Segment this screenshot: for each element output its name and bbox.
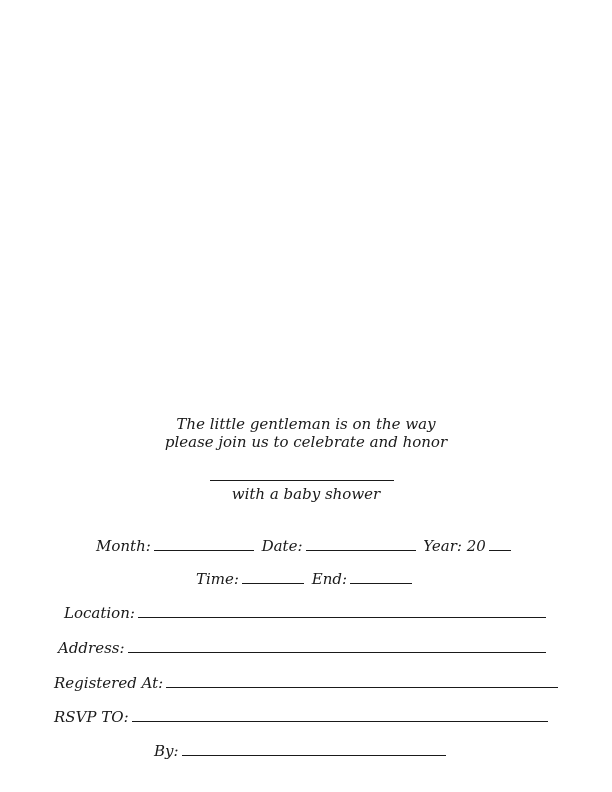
rsvp-label: RSVP TO: (54, 708, 129, 726)
address-label: Address: (58, 639, 125, 657)
date-blank[interactable] (306, 537, 416, 551)
invitation-line-3: with a baby shower (231, 485, 381, 503)
location-blank[interactable] (138, 604, 546, 618)
date-row (96, 537, 514, 555)
date-label: Date: (261, 537, 303, 555)
registered-label: Registered At: (54, 674, 164, 692)
invitation-line-1: The little gentleman is on the way (176, 415, 436, 433)
time-label: Time: (196, 570, 239, 588)
year-blank[interactable] (489, 537, 511, 551)
by-label: By: (154, 742, 179, 760)
end-label: End: (311, 570, 348, 588)
rsvp-row (54, 708, 551, 726)
address-row (58, 639, 549, 657)
end-blank[interactable] (350, 570, 412, 584)
time-row (196, 570, 415, 588)
invitation-line-2: please join us to celebrate and honor (164, 433, 448, 451)
rsvp-blank[interactable] (132, 708, 548, 722)
year-label: Year: 20 (423, 537, 486, 555)
month-blank[interactable] (154, 537, 254, 551)
registered-blank[interactable] (166, 674, 558, 688)
location-label: Location: (64, 604, 135, 622)
by-blank[interactable] (182, 742, 446, 756)
location-row (64, 604, 549, 622)
address-blank[interactable] (128, 639, 546, 653)
month-label: Month: (96, 537, 151, 555)
by-row (154, 742, 449, 760)
registered-row (54, 674, 561, 692)
honoree-name-blank[interactable] (210, 467, 394, 485)
time-blank[interactable] (242, 570, 304, 584)
